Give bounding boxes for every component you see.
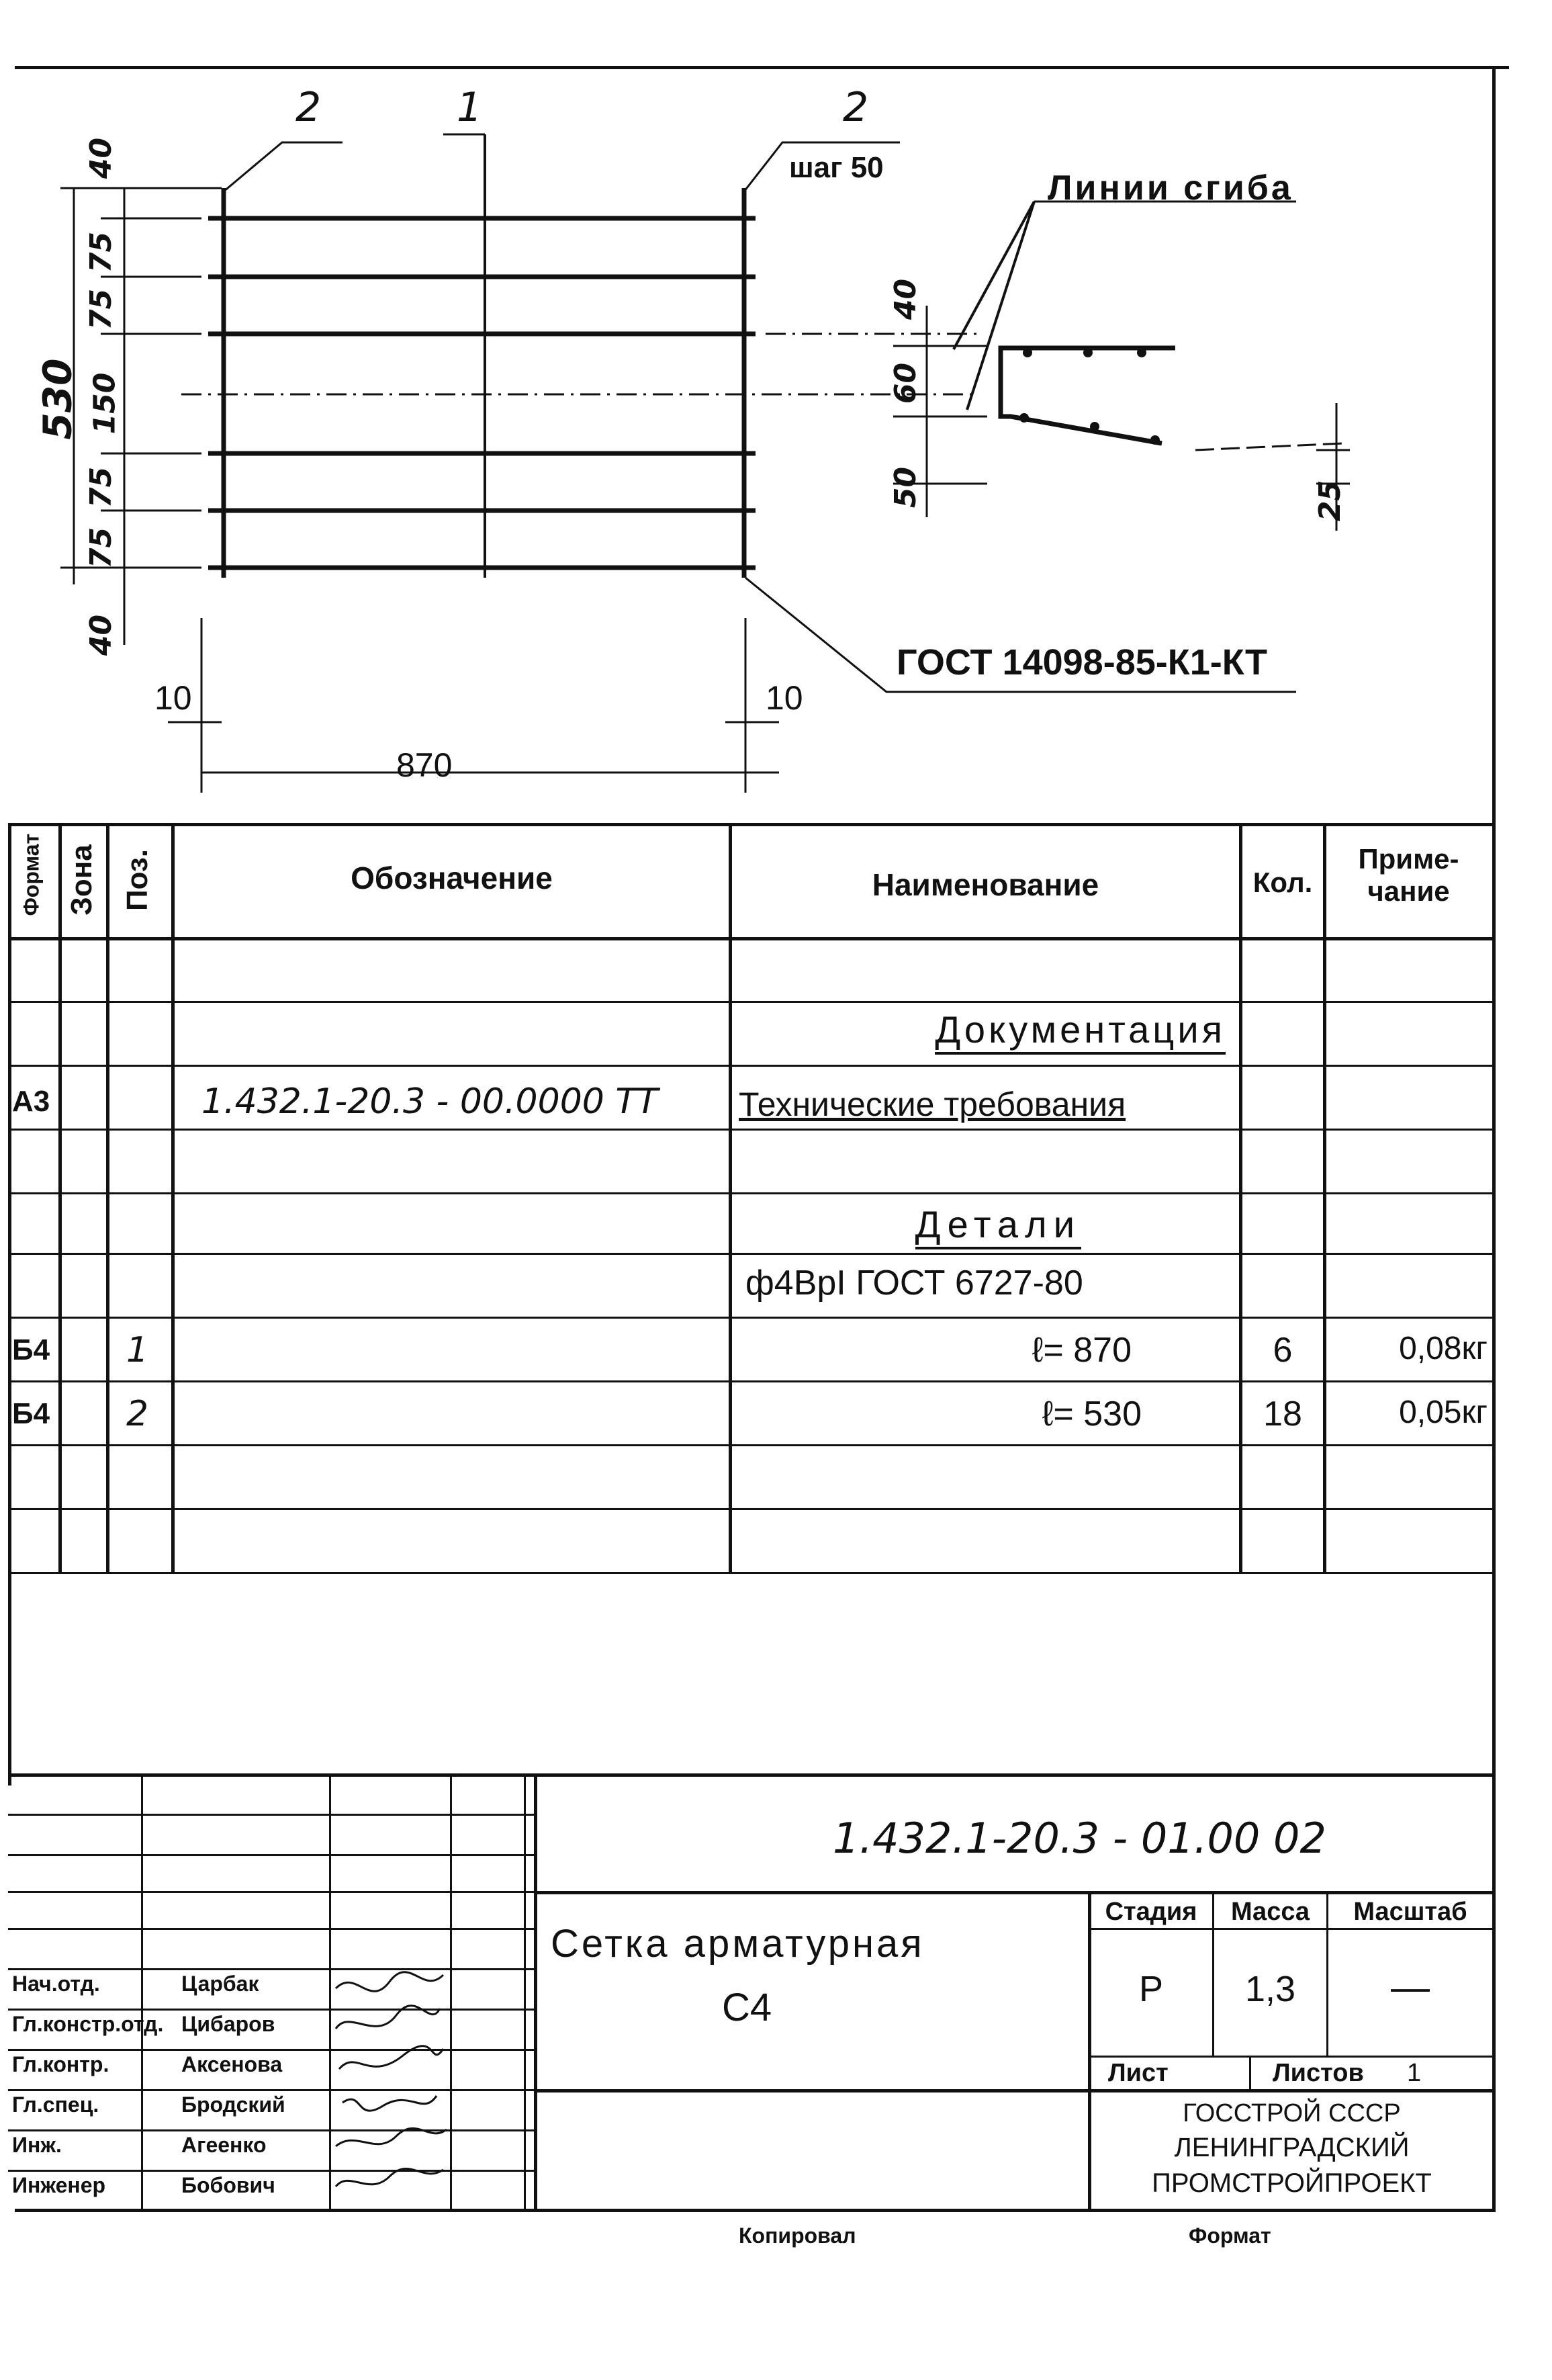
dim-right-10: 10 <box>766 679 803 717</box>
section-title-details <box>732 1202 1081 1246</box>
sheets-value: 1 <box>1407 2059 1422 2087</box>
col-header-designation: Обозначение <box>351 861 553 895</box>
row2-pos: 2 <box>126 1394 149 1434</box>
signer-role-6: Инженер <box>12 2173 106 2197</box>
org-line3: ПРОМСТРОЙПРОЕКТ <box>1152 2168 1432 2198</box>
bend-lines-label: Линии сгиба <box>1048 169 1293 208</box>
row2-length: ℓ= 530 <box>1042 1395 1142 1434</box>
row1-format: Б4 <box>12 1333 50 1366</box>
dim-section-40: 40 <box>888 278 923 320</box>
dim-section-50: 50 <box>888 466 923 509</box>
signer-name-2: Цибаров <box>181 2012 275 2036</box>
signer-name-1: Царбак <box>181 1972 259 1996</box>
signer-name-5: Агеенко <box>181 2133 267 2157</box>
col-header-zone: Зона <box>65 844 98 916</box>
dim-total-530: 530 <box>34 358 81 440</box>
signer-role-2: Гл.констр.отд. <box>12 2012 164 2036</box>
callout-right: 2 <box>843 84 869 131</box>
dim-width: 870 <box>396 746 453 784</box>
col-header-pos: Поз. <box>121 848 154 912</box>
gost-label: ГОСТ 14098-85-К1-КТ <box>897 642 1267 682</box>
frame-bottom <box>15 2209 1496 2212</box>
section-title-documentation <box>732 1008 1226 1051</box>
title-block-top <box>8 1773 1496 1777</box>
row1-note: 0,08кг <box>1399 1331 1488 1366</box>
dim-v-75-c: 75 <box>84 466 119 509</box>
dim-v-150: 150 <box>87 372 122 435</box>
org-line1: ГОССТРОЙ СССР <box>1183 2099 1401 2127</box>
dim-v-40-bottom: 40 <box>84 614 119 656</box>
dim-left-10: 10 <box>154 679 192 717</box>
section-documentation-text: Документация <box>935 1008 1226 1055</box>
col-header-name: Наименование <box>872 867 1099 902</box>
signer-name-4: Бродский <box>181 2092 285 2117</box>
row-designation-tt: 1.432.1-20.3 - 00.0000 ТТ <box>201 1082 658 1122</box>
row1-length: ℓ= 870 <box>1032 1331 1132 1370</box>
dim-section-25: 25 <box>1313 480 1348 522</box>
dim-v-75-d: 75 <box>84 527 119 569</box>
doc-number: 1.432.1-20.3 - 01.00 02 <box>833 1814 1326 1863</box>
col-header-qty: Кол. <box>1252 867 1313 898</box>
footer-copied: Копировал <box>739 2223 856 2248</box>
dim-v-75-a: 75 <box>84 231 119 273</box>
scale-value: — <box>1391 1966 1430 2009</box>
scale-label: Масштаб <box>1353 1898 1467 1926</box>
signer-name-6: Бобович <box>181 2173 275 2197</box>
row-material: ф4ВрI ГОСТ 6727-80 <box>745 1264 1083 1303</box>
row2-qty: 18 <box>1263 1395 1302 1434</box>
dim-section-60: 60 <box>888 362 923 404</box>
signer-role-5: Инж. <box>12 2133 62 2157</box>
org-line2: ЛЕНИНГРАДСКИЙ <box>1174 2133 1410 2162</box>
frame-right <box>1492 66 1496 2212</box>
callout-left: 2 <box>295 84 322 131</box>
frame-left <box>8 825 11 1786</box>
dim-v-75-b: 75 <box>84 288 119 330</box>
title-line2: С4 <box>722 1986 772 2029</box>
row2-format: Б4 <box>12 1397 50 1430</box>
stage-value: Р <box>1138 1969 1164 2009</box>
col-header-format: Формат <box>19 833 44 916</box>
signer-role-4: Гл.спец. <box>12 2092 99 2117</box>
spec-top-line <box>8 823 1496 826</box>
signer-role-1: Нач.отд. <box>12 1972 100 1996</box>
mass-value: 1,3 <box>1244 1969 1296 2009</box>
row1-pos: 1 <box>126 1330 149 1370</box>
mass-label: Масса <box>1230 1898 1310 1926</box>
signer-role-3: Гл.контр. <box>12 2052 109 2076</box>
row1-qty: 6 <box>1273 1331 1293 1370</box>
step-label: шаг 50 <box>789 151 884 184</box>
row-name-tech-req: Технические требования <box>739 1086 1126 1123</box>
row2-note: 0,05кг <box>1399 1395 1488 1430</box>
signatures <box>329 1968 450 2210</box>
footer-format: Формат <box>1189 2223 1271 2248</box>
callout-mid: 1 <box>457 84 483 131</box>
sheet-label: Лист <box>1108 2059 1169 2087</box>
section-details-text: Детали <box>915 1203 1081 1249</box>
dim-v-40-top: 40 <box>84 137 119 179</box>
row-format-a3: А3 <box>12 1085 50 1118</box>
col-header-note: Приме- чание <box>1358 843 1459 907</box>
sheets-label: Листов <box>1273 2059 1364 2087</box>
stage-label: Стадия <box>1105 1898 1197 1926</box>
signer-name-3: Аксенова <box>181 2052 283 2076</box>
title-line1: Сетка арматурная <box>551 1922 925 1966</box>
